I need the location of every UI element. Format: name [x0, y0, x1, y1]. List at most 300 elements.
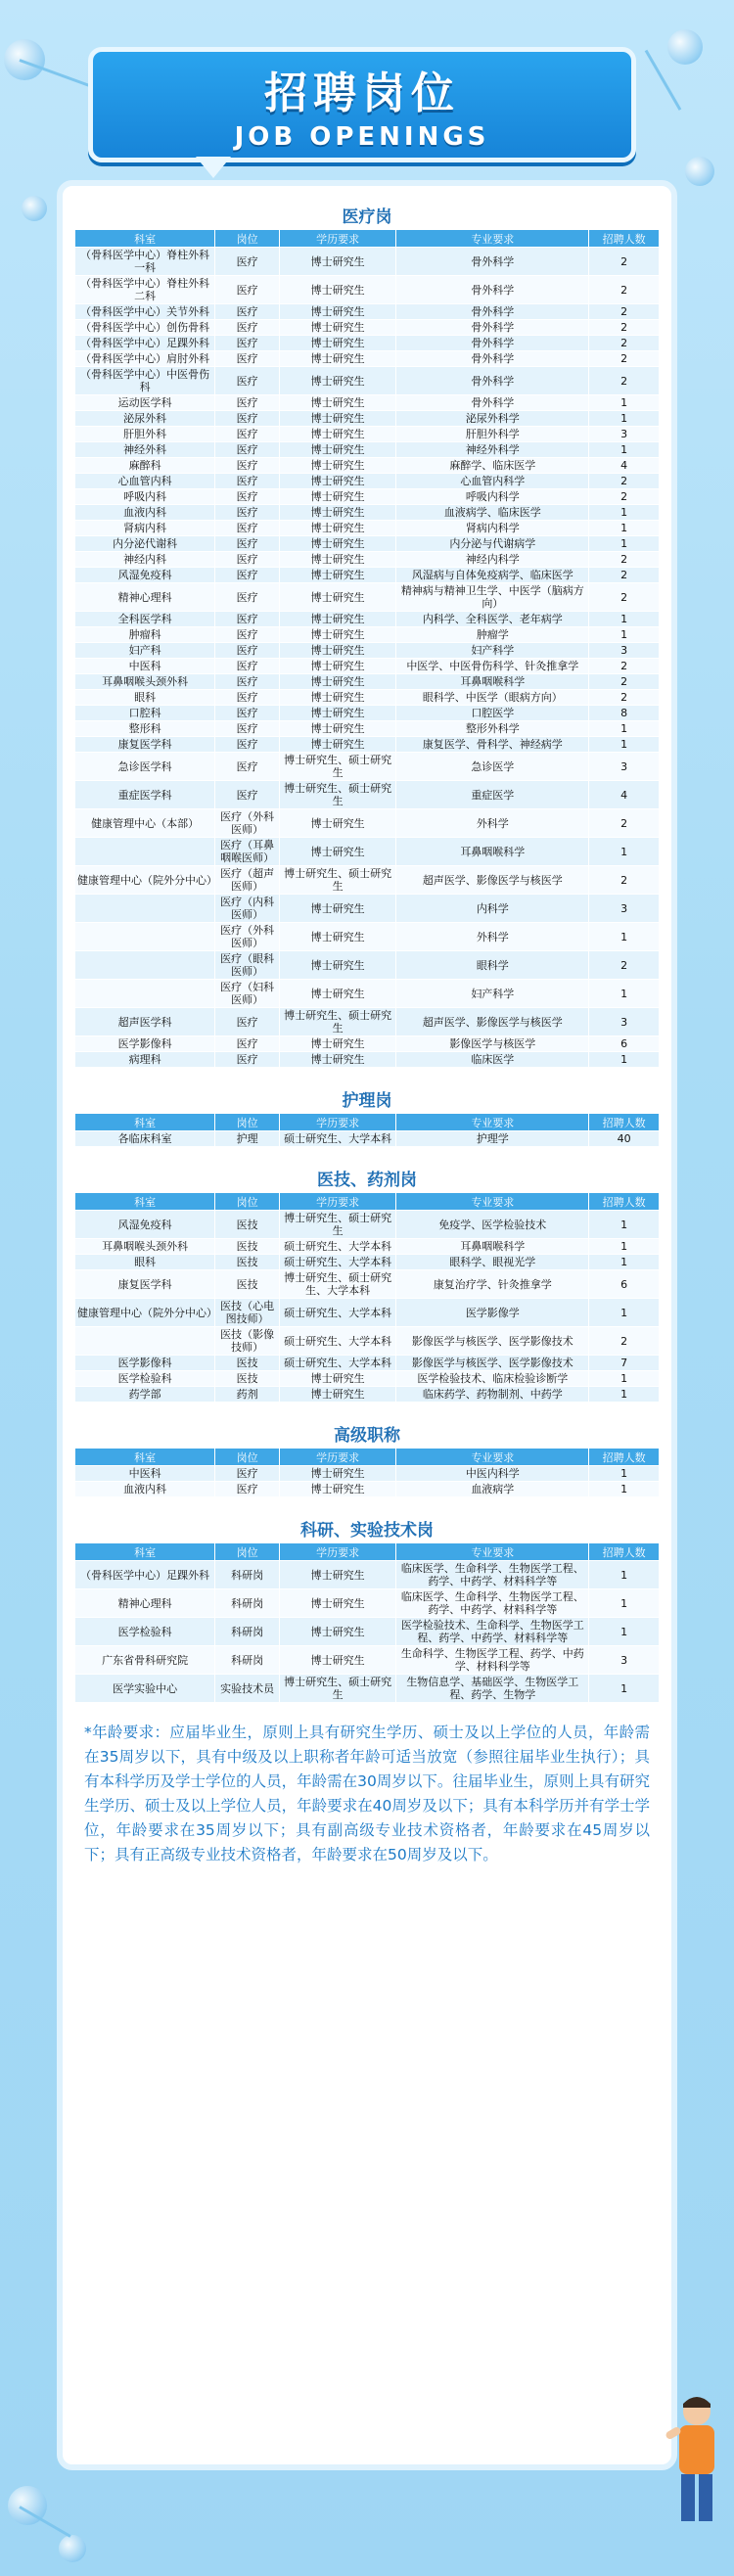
position-cell: 医疗	[215, 442, 280, 458]
section-block	[74, 1424, 660, 1519]
column-header: 招聘人数	[589, 230, 660, 248]
dept-cell: （骨科医学中心）关节外科	[75, 304, 215, 320]
headcount-cell: 2	[589, 336, 660, 351]
column-header: 学历要求	[279, 1114, 395, 1131]
table-row	[75, 552, 660, 568]
banner-tail	[196, 157, 231, 178]
dept-cell: 各临床科室	[75, 1131, 215, 1147]
major-cell: 麻醉学、临床医学	[396, 458, 589, 474]
education-cell: 硕士研究生、大学本科	[279, 1356, 395, 1371]
table-row	[75, 1561, 660, 1589]
position-cell: 医疗	[215, 721, 280, 737]
dept-cell: 医学影像科	[75, 1036, 215, 1052]
headcount-cell: 2	[589, 568, 660, 583]
position-cell: 医疗	[215, 612, 280, 627]
headcount-cell: 6	[589, 1270, 660, 1299]
table-row	[75, 809, 660, 838]
table-row	[75, 1239, 660, 1255]
table-row	[75, 895, 660, 923]
decor-bubble	[685, 157, 714, 186]
education-cell: 博士研究生	[279, 659, 395, 674]
headcount-cell: 1	[589, 521, 660, 536]
education-cell: 博士研究生	[279, 489, 395, 505]
education-cell: 博士研究生	[279, 643, 395, 659]
headcount-cell: 1	[589, 980, 660, 1008]
dept-cell	[75, 838, 215, 866]
column-header: 岗位	[215, 1193, 280, 1211]
position-cell: 医疗（外科医师）	[215, 923, 280, 951]
headcount-cell: 2	[589, 659, 660, 674]
dept-cell: 口腔科	[75, 706, 215, 721]
headcount-cell: 1	[589, 1211, 660, 1239]
table-row	[75, 1646, 660, 1675]
education-cell: 博士研究生	[279, 951, 395, 980]
major-cell: 医学检验技术、临床检验诊断学	[396, 1371, 589, 1387]
column-header: 学历要求	[279, 1193, 395, 1211]
column-header: 专业要求	[396, 1193, 589, 1211]
major-cell: 呼吸内科学	[396, 489, 589, 505]
column-header: 专业要求	[396, 1449, 589, 1466]
dept-cell	[75, 895, 215, 923]
section-block	[74, 1169, 660, 1424]
major-cell: 中医内科学	[396, 1466, 589, 1482]
education-cell: 博士研究生	[279, 1466, 395, 1482]
education-cell: 博士研究生	[279, 612, 395, 627]
headcount-cell: 2	[589, 552, 660, 568]
position-cell: 医疗	[215, 643, 280, 659]
position-cell: 科研岗	[215, 1561, 280, 1589]
education-cell: 博士研究生	[279, 320, 395, 336]
headcount-cell: 1	[589, 1371, 660, 1387]
headcount-cell: 2	[589, 474, 660, 489]
table-header-row	[75, 1114, 660, 1131]
position-cell: 医疗	[215, 395, 280, 411]
table-row	[75, 1299, 660, 1327]
section-title: 护理岗	[342, 1091, 392, 1111]
section-title: 医疗岗	[342, 207, 392, 227]
table-row	[75, 838, 660, 866]
major-cell: 外科学	[396, 923, 589, 951]
dept-cell: 风湿免疫科	[75, 1211, 215, 1239]
major-cell: 临床医学、生命科学、生物医学工程、药学、中药学、材料科学等	[396, 1589, 589, 1618]
dept-cell: （骨科医学中心）创伤骨科	[75, 320, 215, 336]
dept-cell: 病理科	[75, 1052, 215, 1068]
position-cell: 药剂	[215, 1387, 280, 1403]
dept-cell: 肾病内科	[75, 521, 215, 536]
major-cell: 急诊医学	[396, 753, 589, 781]
table-row	[75, 781, 660, 809]
major-cell: 影像医学与核医学	[396, 1036, 589, 1052]
section-block	[74, 206, 660, 1089]
headcount-cell: 2	[589, 489, 660, 505]
major-cell: 泌尿外科学	[396, 411, 589, 427]
position-cell: 医技	[215, 1371, 280, 1387]
dept-cell	[75, 1327, 215, 1356]
major-cell: 妇产科学	[396, 643, 589, 659]
table-row	[75, 1371, 660, 1387]
dept-cell: 健康管理中心（本部）	[75, 809, 215, 838]
headcount-cell: 3	[589, 895, 660, 923]
major-cell: 耳鼻咽喉科学	[396, 1239, 589, 1255]
dept-cell: 中医科	[75, 1466, 215, 1482]
position-cell: 医疗	[215, 753, 280, 781]
major-cell: 生物信息学、基础医学、生物医学工程、药学、生物学	[396, 1675, 589, 1703]
column-header: 招聘人数	[589, 1449, 660, 1466]
major-cell: 临床医学	[396, 1052, 589, 1068]
column-header: 科室	[75, 1193, 215, 1211]
dept-cell	[75, 951, 215, 980]
table-row	[75, 367, 660, 395]
section-title: 医技、药剂岗	[317, 1171, 417, 1190]
position-cell: 医技	[215, 1239, 280, 1255]
major-cell: 肾病内科学	[396, 521, 589, 536]
headcount-cell: 1	[589, 627, 660, 643]
education-cell: 博士研究生	[279, 721, 395, 737]
major-cell: 骨外科学	[396, 336, 589, 351]
education-cell: 博士研究生	[279, 706, 395, 721]
table-row	[75, 474, 660, 489]
major-cell: 临床医学、生命科学、生物医学工程、药学、中药学、材料科学等	[396, 1561, 589, 1589]
table-row	[75, 737, 660, 753]
table-row	[75, 1255, 660, 1270]
age-requirements-note: *年龄要求：应届毕业生，原则上具有研究生学历、硕士及以上学位的人员，年龄需在35周岁以下，具有中级及以上职称者年龄可适当放宽（参照往届毕业生执行）；具有本科学历及学士学位的人员，年龄需在30周岁以下。往届毕业生，原则上具有研究生学历、硕士及以上学位人员，年龄要求在40周岁及以下；具有本科学历并有学士学位，年龄要求在35周岁以下；具有副高级专业技术资格者，年龄要求在45周岁以下；具有正高级专业技术资格者，年龄要求在50周岁及以下。	[84, 1724, 650, 1863]
major-cell: 内分泌与代谢病学	[396, 536, 589, 552]
column-header: 专业要求	[396, 230, 589, 248]
dept-cell: 神经内科	[75, 552, 215, 568]
column-header: 科室	[75, 1449, 215, 1466]
headcount-cell: 1	[589, 505, 660, 521]
education-cell: 博士研究生	[279, 336, 395, 351]
headcount-cell: 1	[589, 923, 660, 951]
table-row	[75, 568, 660, 583]
dept-cell: 广东省骨科研究院	[75, 1646, 215, 1675]
dept-cell: 耳鼻咽喉头颈外科	[75, 1239, 215, 1255]
position-cell: 医疗（外科医师）	[215, 809, 280, 838]
education-cell: 博士研究生	[279, 248, 395, 276]
headcount-cell: 2	[589, 304, 660, 320]
table-row	[75, 427, 660, 442]
decor-bubble	[667, 29, 703, 65]
dept-cell: 整形科	[75, 721, 215, 737]
dept-cell: 健康管理中心（院外分中心）	[75, 1299, 215, 1327]
dept-cell: （骨科医学中心）脊柱外科二科	[75, 276, 215, 304]
education-cell: 博士研究生、硕士研究生	[279, 1675, 395, 1703]
table-row	[75, 1270, 660, 1299]
table-row	[75, 536, 660, 552]
position-cell: 医疗	[215, 552, 280, 568]
position-cell: 医疗	[215, 458, 280, 474]
table-row	[75, 1589, 660, 1618]
dept-cell: 血液内科	[75, 505, 215, 521]
education-cell: 博士研究生	[279, 923, 395, 951]
education-cell: 博士研究生	[279, 427, 395, 442]
table-row	[75, 1052, 660, 1068]
headcount-cell: 1	[589, 1618, 660, 1646]
dept-cell: 超声医学科	[75, 1008, 215, 1036]
headcount-cell: 1	[589, 1589, 660, 1618]
education-cell: 博士研究生	[279, 568, 395, 583]
education-cell: 硕士研究生、大学本科	[279, 1327, 395, 1356]
major-cell: 眼科学、中医学（眼病方向）	[396, 690, 589, 706]
dept-cell: 麻醉科	[75, 458, 215, 474]
positions-table	[74, 1448, 660, 1497]
table-row	[75, 1356, 660, 1371]
major-cell: 骨外科学	[396, 276, 589, 304]
sections-container	[74, 206, 660, 1703]
education-cell: 博士研究生、硕士研究生	[279, 781, 395, 809]
major-cell: 免疫学、医学检验技术	[396, 1211, 589, 1239]
position-cell: 医疗	[215, 351, 280, 367]
position-cell: 医疗	[215, 737, 280, 753]
major-cell: 医学检验技术、生命科学、生物医学工程、药学、中药学、材料科学等	[396, 1618, 589, 1646]
major-cell: 内科学、全科医学、老年病学	[396, 612, 589, 627]
headcount-cell: 6	[589, 1036, 660, 1052]
education-cell: 博士研究生	[279, 674, 395, 690]
education-cell: 博士研究生	[279, 980, 395, 1008]
major-cell: 影像医学与核医学、医学影像技术	[396, 1356, 589, 1371]
headcount-cell: 1	[589, 1466, 660, 1482]
dept-cell: 心血管内科	[75, 474, 215, 489]
table-row	[75, 643, 660, 659]
major-cell: 骨外科学	[396, 248, 589, 276]
major-cell: 眼科学	[396, 951, 589, 980]
position-cell: 实验技术员	[215, 1675, 280, 1703]
position-cell: 医疗	[215, 505, 280, 521]
headcount-cell: 8	[589, 706, 660, 721]
position-cell: 医疗（耳鼻咽喉医师）	[215, 838, 280, 866]
headcount-cell: 3	[589, 753, 660, 781]
major-cell: 血液病学	[396, 1482, 589, 1497]
major-cell: 精神病与精神卫生学、中医学（脑病方向）	[396, 583, 589, 612]
table-row	[75, 1618, 660, 1646]
dept-cell: 医学检验科	[75, 1371, 215, 1387]
education-cell: 博士研究生、硕士研究生、大学本科	[279, 1270, 395, 1299]
position-cell: 医疗	[215, 690, 280, 706]
major-cell: 肿瘤学	[396, 627, 589, 643]
table-row	[75, 674, 660, 690]
table-row	[75, 1131, 660, 1147]
education-cell: 博士研究生	[279, 458, 395, 474]
table-row	[75, 753, 660, 781]
education-cell: 博士研究生	[279, 395, 395, 411]
headcount-cell: 1	[589, 1482, 660, 1497]
major-cell: 骨外科学	[396, 351, 589, 367]
position-cell: 医疗	[215, 659, 280, 674]
column-header: 科室	[75, 230, 215, 248]
dept-cell: 健康管理中心（院外分中心）	[75, 866, 215, 895]
column-header: 科室	[75, 1543, 215, 1561]
headcount-cell: 7	[589, 1356, 660, 1371]
table-header-row	[75, 1449, 660, 1466]
dept-cell: 康复医学科	[75, 737, 215, 753]
column-header: 专业要求	[396, 1543, 589, 1561]
position-cell: 医疗	[215, 674, 280, 690]
table-row	[75, 1482, 660, 1497]
dept-cell: 医学实验中心	[75, 1675, 215, 1703]
education-cell: 博士研究生	[279, 809, 395, 838]
position-cell: 医技（影像技师）	[215, 1327, 280, 1356]
position-cell: 医疗	[215, 706, 280, 721]
dept-cell: 泌尿外科	[75, 411, 215, 427]
table-row	[75, 583, 660, 612]
education-cell: 博士研究生	[279, 304, 395, 320]
headcount-cell: 2	[589, 583, 660, 612]
education-cell: 博士研究生	[279, 1561, 395, 1589]
dept-cell: 眼科	[75, 690, 215, 706]
table-row	[75, 980, 660, 1008]
dept-cell: 精神心理科	[75, 583, 215, 612]
education-cell: 博士研究生	[279, 1589, 395, 1618]
position-cell: 医技	[215, 1356, 280, 1371]
headcount-cell: 3	[589, 427, 660, 442]
position-cell: 医疗（妇科医师）	[215, 980, 280, 1008]
headcount-cell: 2	[589, 951, 660, 980]
job-panel	[57, 180, 677, 2470]
section-block	[74, 1089, 660, 1169]
headcount-cell: 40	[589, 1131, 660, 1147]
column-header: 学历要求	[279, 1543, 395, 1561]
major-cell: 超声医学、影像医学与核医学	[396, 866, 589, 895]
education-cell: 博士研究生、硕士研究生	[279, 866, 395, 895]
position-cell: 医疗	[215, 1052, 280, 1068]
section-title: 高级职称	[334, 1426, 400, 1446]
table-row	[75, 721, 660, 737]
dept-cell: 风湿免疫科	[75, 568, 215, 583]
headcount-cell: 2	[589, 809, 660, 838]
position-cell: 医疗	[215, 627, 280, 643]
headcount-cell: 2	[589, 367, 660, 395]
headcount-cell: 1	[589, 1255, 660, 1270]
education-cell: 博士研究生	[279, 1646, 395, 1675]
headcount-cell: 3	[589, 643, 660, 659]
position-cell: 医疗	[215, 521, 280, 536]
position-cell: 科研岗	[215, 1618, 280, 1646]
headcount-cell: 2	[589, 276, 660, 304]
major-cell: 康复治疗学、针灸推拿学	[396, 1270, 589, 1299]
education-cell: 博士研究生	[279, 552, 395, 568]
major-cell: 神经外科学	[396, 442, 589, 458]
table-row	[75, 458, 660, 474]
major-cell: 临床药学、药物制剂、中药学	[396, 1387, 589, 1403]
table-row	[75, 1466, 660, 1482]
section-block	[74, 1519, 660, 1703]
major-cell: 耳鼻咽喉科学	[396, 674, 589, 690]
table-row	[75, 411, 660, 427]
major-cell: 口腔医学	[396, 706, 589, 721]
major-cell: 血液病学、临床医学	[396, 505, 589, 521]
table-row	[75, 248, 660, 276]
column-header: 招聘人数	[589, 1543, 660, 1561]
position-cell: 医疗	[215, 248, 280, 276]
major-cell: 康复医学、骨科学、神经病学	[396, 737, 589, 753]
table-row	[75, 489, 660, 505]
education-cell: 博士研究生	[279, 276, 395, 304]
position-cell: 医疗	[215, 536, 280, 552]
dept-cell: 医学影像科	[75, 1356, 215, 1371]
dept-cell: 眼科	[75, 1255, 215, 1270]
major-cell: 内科学	[396, 895, 589, 923]
position-cell: 科研岗	[215, 1646, 280, 1675]
headcount-cell: 1	[589, 1299, 660, 1327]
column-header: 学历要求	[279, 1449, 395, 1466]
column-header: 招聘人数	[589, 1114, 660, 1131]
dept-cell: 耳鼻咽喉头颈外科	[75, 674, 215, 690]
dept-cell: （骨科医学中心）足踝外科	[75, 1561, 215, 1589]
section-title: 科研、实验技术岗	[300, 1521, 434, 1541]
table-row	[75, 706, 660, 721]
positions-table	[74, 229, 660, 1068]
section-gap	[74, 1403, 660, 1424]
table-row	[75, 351, 660, 367]
headcount-cell: 2	[589, 866, 660, 895]
column-header: 岗位	[215, 230, 280, 248]
headcount-cell: 1	[589, 1239, 660, 1255]
headcount-cell: 1	[589, 536, 660, 552]
position-cell: 医疗（超声医师）	[215, 866, 280, 895]
education-cell: 博士研究生	[279, 1036, 395, 1052]
education-cell: 博士研究生	[279, 442, 395, 458]
position-cell: 医疗	[215, 1036, 280, 1052]
major-cell: 生命科学、生物医学工程、药学、中药学、材料科学等	[396, 1646, 589, 1675]
headcount-cell: 2	[589, 351, 660, 367]
major-cell: 护理学	[396, 1131, 589, 1147]
decor-bubble	[22, 196, 47, 221]
position-cell: 医疗（眼科医师）	[215, 951, 280, 980]
position-cell: 医疗	[215, 781, 280, 809]
education-cell: 博士研究生	[279, 411, 395, 427]
headcount-cell: 2	[589, 248, 660, 276]
table-row	[75, 442, 660, 458]
position-cell: 医疗	[215, 489, 280, 505]
position-cell: 医技	[215, 1211, 280, 1239]
positions-table	[74, 1542, 660, 1703]
position-cell: 医疗	[215, 304, 280, 320]
table-row	[75, 866, 660, 895]
major-cell: 超声医学、影像医学与核医学	[396, 1008, 589, 1036]
position-cell: 医技	[215, 1270, 280, 1299]
headcount-cell: 1	[589, 1387, 660, 1403]
column-header: 岗位	[215, 1449, 280, 1466]
headcount-cell: 1	[589, 838, 660, 866]
headcount-cell: 3	[589, 1646, 660, 1675]
table-row	[75, 304, 660, 320]
education-cell: 硕士研究生、大学本科	[279, 1131, 395, 1147]
major-cell: 心血管内科学	[396, 474, 589, 489]
position-cell: 医技（心电图技师）	[215, 1299, 280, 1327]
education-cell: 博士研究生	[279, 1387, 395, 1403]
education-cell: 博士研究生	[279, 737, 395, 753]
headcount-cell: 1	[589, 612, 660, 627]
dept-cell	[75, 923, 215, 951]
table-row	[75, 1008, 660, 1036]
position-cell: 医疗	[215, 1466, 280, 1482]
section-gap	[74, 1497, 660, 1519]
headcount-cell: 1	[589, 1052, 660, 1068]
education-cell: 博士研究生	[279, 583, 395, 612]
dept-cell: 精神心理科	[75, 1589, 215, 1618]
page-subtitle: JOB OPENINGS	[234, 122, 490, 152]
column-header: 学历要求	[279, 230, 395, 248]
major-cell: 医学影像学	[396, 1299, 589, 1327]
education-cell: 博士研究生	[279, 895, 395, 923]
position-cell: 护理	[215, 1131, 280, 1147]
table-header-row	[75, 1193, 660, 1211]
position-cell: 医疗	[215, 1008, 280, 1036]
education-cell: 博士研究生、硕士研究生	[279, 1008, 395, 1036]
position-cell: 医技	[215, 1255, 280, 1270]
major-cell: 眼科学、眼视光学	[396, 1255, 589, 1270]
headcount-cell: 2	[589, 1327, 660, 1356]
